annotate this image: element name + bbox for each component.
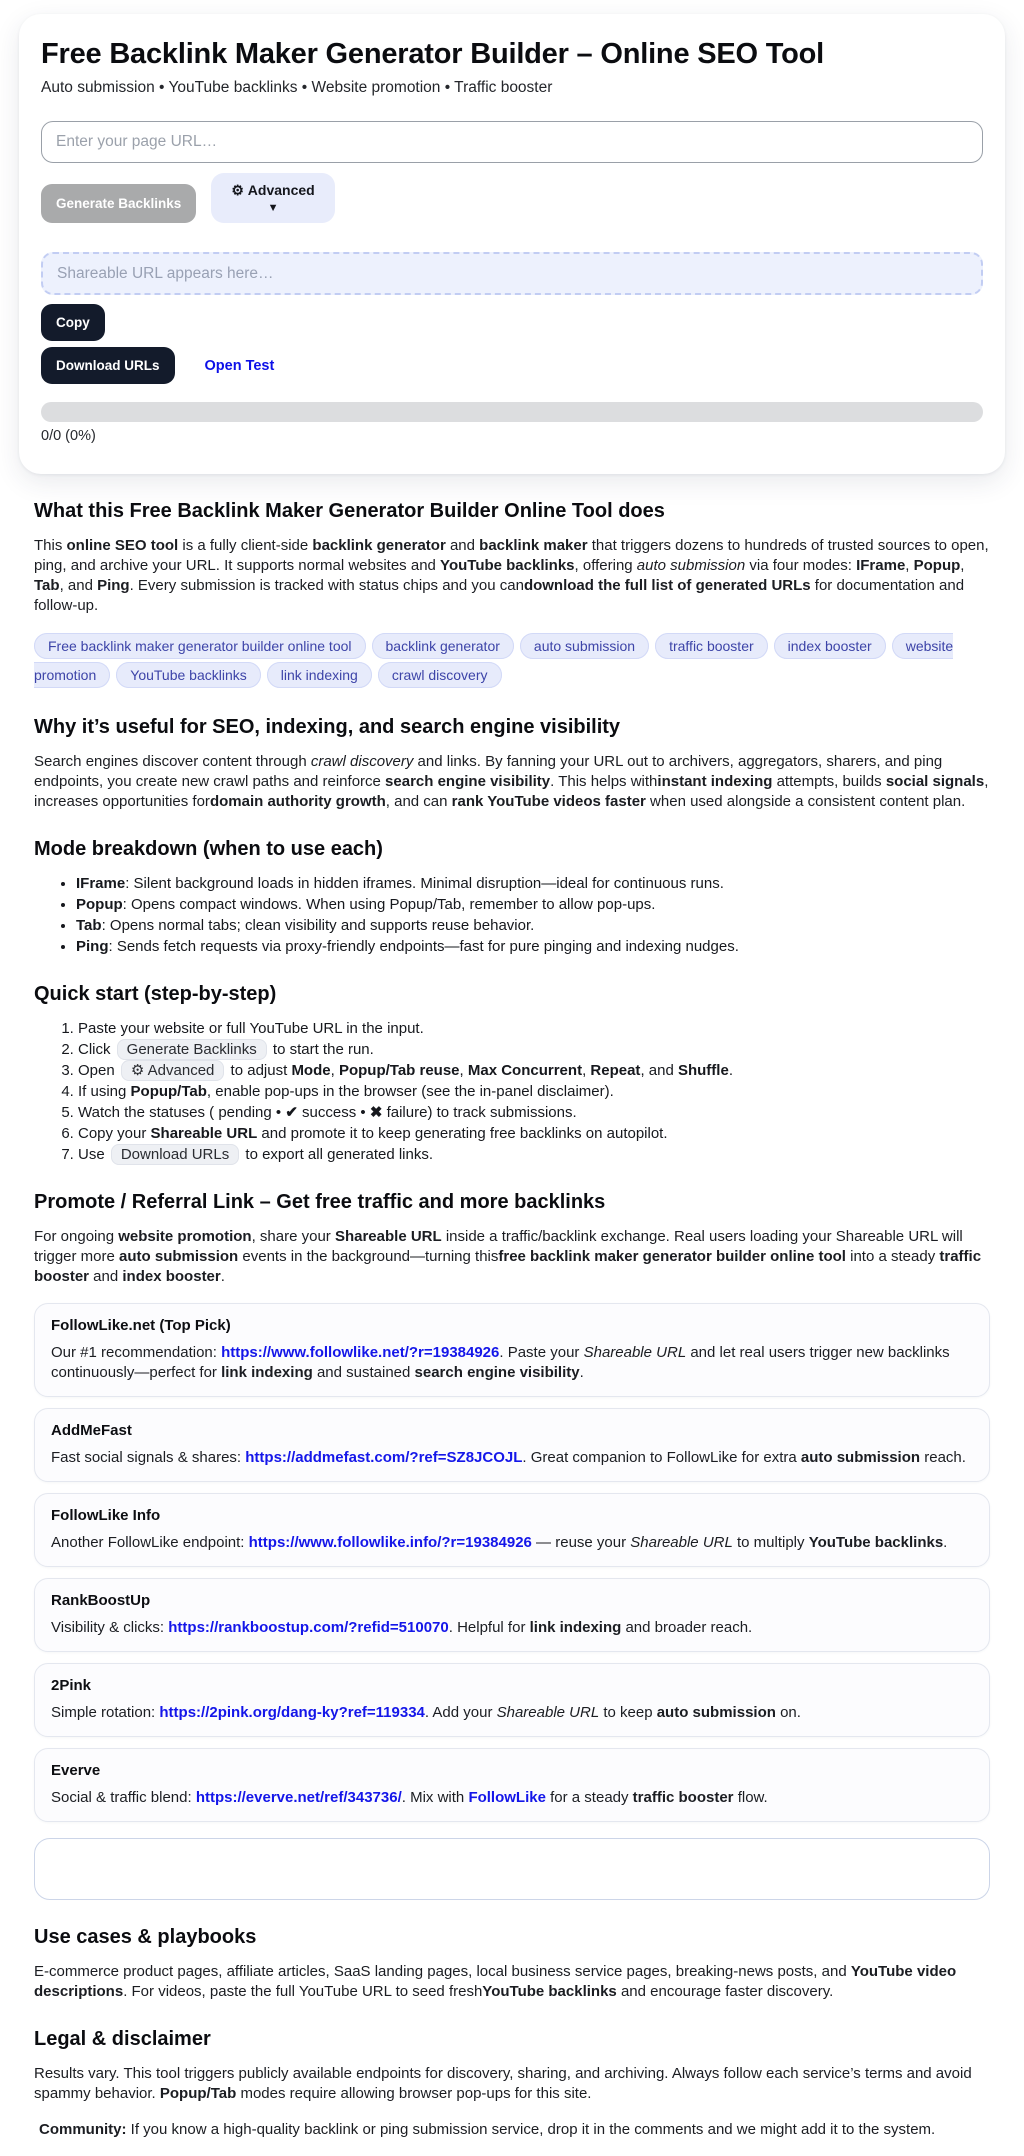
tag-chip: website promotion [34, 633, 953, 688]
text-span: YouTube backlinks [440, 557, 575, 574]
promo-card [34, 1663, 990, 1737]
text-span: for documentation and follow-up. [34, 577, 965, 614]
text-span: Search engines discover content through [34, 753, 311, 770]
quickstart-step [78, 1040, 990, 1060]
text-span: free backlink maker generator builder online tool [498, 1248, 846, 1265]
mode-list [34, 874, 990, 957]
text-span: . Every submission is tracked with status chips and you can [129, 577, 524, 594]
text-span: : Opens normal tabs; clean visibility and supports reuse behavior. [101, 917, 535, 934]
text-span: link indexing [529, 1619, 622, 1636]
text-span: IFrame [856, 557, 906, 574]
text-span: Popup [76, 896, 123, 913]
inline-kbd-chip: Generate Backlinks [117, 1039, 267, 1060]
comments-placeholder [34, 1838, 990, 1900]
text-span: Popup/Tab reuse [338, 1062, 460, 1079]
paragraph-what [34, 536, 990, 616]
promo-card-title: AddMeFast [51, 1422, 132, 1439]
text-span: Mode [291, 1062, 331, 1079]
section-heading-legal: Legal & disclaimer [34, 2028, 211, 2050]
text-span: traffic booster [34, 1248, 982, 1285]
text-span: Max Concurrent [467, 1062, 583, 1079]
text-span: website promotion [118, 1228, 252, 1245]
text-span: index booster [122, 1268, 221, 1285]
section-heading-modes: Mode breakdown (when to use each) [34, 838, 383, 860]
chevron-down-icon: ▼ [267, 202, 279, 214]
text-span: and links. By fanning your URL out to archivers, aggregators, sharers, and ping endpoints, you create new crawl paths and reinforce [34, 753, 943, 790]
quickstart-step [78, 1019, 990, 1039]
promo-card-title: FollowLike Info [51, 1507, 161, 1524]
text-span: Results vary. This tool triggers publicly available endpoints for discovery, sharing, and archiving. Always follow each service’s terms and avoid spammy behavior. [34, 2065, 972, 2102]
text-span: , [459, 1062, 468, 1079]
text-span: auto submission [636, 557, 746, 574]
text-span: . [728, 1062, 733, 1079]
text-span: instant indexing [657, 773, 773, 790]
section-heading-promote: Promote / Referral Link – Get free traffic and more backlinks [34, 1191, 606, 1213]
text-span: backlink maker [479, 537, 588, 554]
text-span: traffic booster [632, 1789, 734, 1806]
text-span: and let real users trigger new backlinks continuously—perfect for [51, 1344, 950, 1381]
tag-chip: YouTube backlinks [116, 662, 260, 688]
paragraph-usecases [34, 1962, 990, 2002]
hero-card [19, 14, 1005, 474]
promo-card-body [51, 1448, 973, 1468]
text-span: . [220, 1268, 225, 1285]
promo-card-title: Everve [51, 1762, 101, 1779]
progress-label: 0/0 (0%) [41, 428, 96, 444]
open-test-link[interactable]: Open Test [204, 357, 275, 374]
text-span: , offering [574, 557, 637, 574]
text-span: failure) to track submissions. [382, 1104, 577, 1121]
text-span: Fast social signals & shares: [51, 1449, 246, 1466]
tag-chip: crawl discovery [378, 662, 502, 688]
text-span: auto submission [800, 1449, 921, 1466]
text-span: and sustained [312, 1364, 415, 1381]
text-span: This [34, 537, 67, 554]
text-span: . [579, 1364, 584, 1381]
text-span: If using [78, 1083, 131, 1100]
text-span: on. [775, 1704, 801, 1721]
text-span: social signals [885, 773, 985, 790]
text-span: auto submission [656, 1704, 776, 1721]
text-span: inside a traffic/backlink exchange. Real users loading your Shareable URL will trigger more [34, 1228, 963, 1265]
text-span: Our #1 recommendation: [51, 1344, 222, 1361]
text-span: Shareable URL [583, 1344, 687, 1361]
text-span: crawl discovery [310, 753, 414, 770]
text-span: to start the run. [268, 1041, 374, 1058]
text-span: IFrame [76, 875, 126, 892]
paragraph-promote [34, 1227, 990, 1287]
text-span: YouTube backlinks [808, 1534, 944, 1551]
promo-card [34, 1578, 990, 1652]
text-span: when used alongside a consistent content plan. [645, 793, 966, 810]
inline-link[interactable]: https://www.followlike.net/?r=19384926 [221, 1344, 500, 1361]
text-span: online SEO tool [66, 537, 179, 554]
text-span: Community: [39, 2121, 127, 2138]
text-span: backlink generator [312, 537, 446, 554]
text-span: ✔ [285, 1104, 298, 1121]
promo-card-body [51, 1618, 973, 1638]
promo-card-title: FollowLike.net (Top Pick) [51, 1317, 231, 1334]
text-span: Another FollowLike endpoint: [51, 1534, 249, 1551]
text-span: Shareable URL [334, 1228, 442, 1245]
text-span: modes require allowing browser pop-ups for this site. [236, 2085, 592, 2102]
text-span: . Mix with [401, 1789, 469, 1806]
paragraph-why [34, 752, 990, 812]
text-span: Tab [76, 917, 102, 934]
text-span: Ping [97, 577, 130, 594]
text-span: success • [297, 1104, 370, 1121]
quickstart-step [78, 1082, 990, 1102]
text-span: Copy your [78, 1125, 151, 1142]
text-span: Social & traffic blend: [51, 1789, 196, 1806]
inline-link[interactable]: https://rankboostup.com/?refid=510070 [168, 1619, 449, 1636]
text-span: , [905, 557, 914, 574]
promo-card-body [51, 1788, 973, 1808]
section-heading-usecases: Use cases & playbooks [34, 1926, 257, 1948]
text-span: , and can [385, 793, 452, 810]
text-span: Click [78, 1041, 115, 1058]
text-span: Shareable URL [150, 1125, 258, 1142]
download-row [41, 347, 983, 384]
promo-card [34, 1748, 990, 1822]
quickstart-step [78, 1145, 990, 1165]
text-span: If you know a high-quality backlink or ping submission service, drop it in the comments and we might add it to the system. [126, 2121, 936, 2138]
tag-chip: auto submission [520, 633, 649, 659]
text-span: , and [59, 577, 98, 594]
text-span: : Opens compact windows. When using Popup/Tab, remember to allow pop-ups. [122, 896, 656, 913]
text-span: flow. [733, 1789, 768, 1806]
quickstart-list [34, 1019, 990, 1165]
progress-bar [41, 402, 983, 422]
quickstart-step [78, 1103, 990, 1123]
text-span: and promote it to keep generating free backlinks on autopilot. [257, 1125, 668, 1142]
quickstart-step [78, 1124, 990, 1144]
text-span: Visibility & clicks: [51, 1619, 169, 1636]
text-span: and [445, 537, 480, 554]
text-span: . Add your [424, 1704, 497, 1721]
text-span: for a steady [545, 1789, 633, 1806]
mode-item [76, 916, 990, 936]
paragraph-community [34, 2120, 990, 2140]
text-span: , [330, 1062, 339, 1079]
text-span: , enable pop-ups in the browser (see the in-panel disclaimer). [206, 1083, 614, 1100]
text-span: Popup/Tab [159, 2085, 237, 2102]
inline-kbd-chip: ⚙ Advanced [121, 1060, 225, 1081]
quickstart-step [78, 1061, 990, 1081]
text-span: Watch the statuses ( pending • [78, 1104, 286, 1121]
text-span: . For videos, paste the full YouTube URL to seed fresh [123, 1983, 483, 2000]
text-span: Popup [913, 557, 961, 574]
text-span: , increases opportunities for [34, 773, 989, 810]
text-span: to keep [599, 1704, 657, 1721]
text-span: is a fully client-side [178, 537, 313, 554]
text-span: rank YouTube videos faster [451, 793, 646, 810]
text-span: ✖ [369, 1104, 383, 1121]
advanced-label-text: Advanced [247, 182, 315, 198]
text-span: and encourage faster discovery. [616, 1983, 834, 2000]
text-span: , [582, 1062, 591, 1079]
text-span: and [89, 1268, 123, 1285]
promo-card [34, 1408, 990, 1482]
gear-icon: ⚙ [231, 182, 244, 198]
text-span: Ping [76, 938, 109, 955]
text-span: YouTube backlinks [482, 1983, 617, 2000]
text-span: Paste your website or full YouTube URL in the input. [78, 1020, 424, 1037]
text-span: to export all generated links. [241, 1146, 434, 1163]
text-span: Open [78, 1062, 119, 1079]
mode-item [76, 937, 990, 957]
text-span: Shuffle [677, 1062, 729, 1079]
text-span: Tab [34, 577, 60, 594]
text-span: search engine visibility [414, 1364, 580, 1381]
tag-chip-list [34, 632, 990, 690]
page-title: Free Backlink Maker Generator Builder – Online SEO Tool [41, 38, 824, 70]
advanced-toggle-button[interactable] [211, 173, 334, 223]
promo-card [34, 1493, 990, 1567]
text-span: , [960, 557, 965, 574]
text-span: link indexing [221, 1364, 313, 1381]
text-span: to adjust [226, 1062, 292, 1079]
text-span: , and [640, 1062, 678, 1079]
text-span: Repeat [590, 1062, 641, 1079]
text-span: . Helpful for [448, 1619, 530, 1636]
shareable-url-input[interactable] [41, 252, 983, 295]
text-span: events in the background—turning this [238, 1248, 499, 1265]
promo-card-body [51, 1533, 973, 1553]
text-span: Popup/Tab [130, 1083, 207, 1100]
text-span: into a steady [845, 1248, 940, 1265]
article-content [34, 501, 990, 2140]
promo-card-body [51, 1343, 973, 1383]
text-span: and broader reach. [621, 1619, 753, 1636]
text-span: auto submission [119, 1248, 239, 1265]
copy-row [41, 304, 983, 341]
promo-card-body [51, 1703, 973, 1723]
page-subtitle: Auto submission • YouTube backlinks • Website promotion • Traffic booster [41, 79, 553, 96]
section-heading-what: What this Free Backlink Maker Generator Builder Online Tool does [34, 500, 665, 522]
inline-link[interactable]: FollowLike [468, 1789, 546, 1806]
inline-link[interactable]: https://2pink.org/dang-ky?ref=119334 [159, 1704, 425, 1721]
mode-item [76, 895, 990, 915]
text-span: domain authority growth [209, 793, 386, 810]
tag-chip: index booster [774, 633, 886, 659]
tag-chip: traffic booster [655, 633, 768, 659]
generate-backlinks-button[interactable]: Generate Backlinks [41, 184, 196, 223]
action-button-row [41, 173, 983, 223]
text-span: search engine visibility [385, 773, 551, 790]
promo-card-title: 2Pink [51, 1677, 92, 1694]
page [0, 14, 1024, 2140]
text-span: reach. [920, 1449, 966, 1466]
section-heading-why: Why it’s useful for SEO, indexing, and search engine visibility [34, 716, 621, 738]
text-span: . Paste your [499, 1344, 584, 1361]
inline-link[interactable]: https://everve.net/ref/343736/ [195, 1789, 402, 1806]
text-span: attempts, builds [772, 773, 886, 790]
text-span: YouTube video descriptions [34, 1963, 957, 2000]
promo-card-list [34, 1303, 990, 1822]
text-span: . [943, 1534, 948, 1551]
text-span: Use [78, 1146, 109, 1163]
text-span: via four modes: [745, 557, 857, 574]
text-span: Shareable URL [630, 1534, 733, 1551]
text-span: that triggers dozens to hundreds of trusted sources to open, ping, and archive your URL. It supports normal websites and [34, 537, 989, 574]
mode-item [76, 874, 990, 894]
text-span: For ongoing [34, 1228, 119, 1245]
text-span: — reuse your [531, 1534, 631, 1551]
text-span: Shareable URL [496, 1704, 600, 1721]
promo-card-title: RankBoostUp [51, 1592, 151, 1609]
text-span: , share your [251, 1228, 335, 1245]
text-span: . Great companion to FollowLike for extra [522, 1449, 801, 1466]
advanced-button-label [231, 182, 314, 199]
text-span: E-commerce product pages, affiliate articles, SaaS landing pages, local business service pages, breaking-news posts, and [34, 1963, 851, 1980]
text-span: Simple rotation: [51, 1704, 160, 1721]
inline-kbd-chip: Download URLs [111, 1144, 239, 1165]
download-urls-button[interactable]: Download URLs [41, 347, 175, 384]
paragraph-legal [34, 2064, 990, 2104]
copy-button[interactable]: Copy [41, 304, 105, 341]
tag-chip: link indexing [267, 662, 372, 688]
section-heading-quickstart: Quick start (step-by-step) [34, 983, 277, 1005]
tag-chip: backlink generator [372, 633, 514, 659]
inline-link[interactable]: https://addmefast.com/?ref=SZ8JCOJL [245, 1449, 523, 1466]
url-input[interactable] [41, 121, 983, 163]
text-span: : Silent background loads in hidden iframes. Minimal disruption—ideal for continuous runs. [125, 875, 724, 892]
inline-link[interactable]: https://www.followlike.info/?r=19384926 [248, 1534, 532, 1551]
tag-chip: Free backlink maker generator builder online tool [34, 633, 366, 659]
text-span: download the full list of generated URLs [523, 577, 811, 594]
promo-card [34, 1303, 990, 1397]
text-span: . This helps with [550, 773, 658, 790]
text-span: to multiply [732, 1534, 809, 1551]
text-span: : Sends fetch requests via proxy-friendly endpoints—fast for pure pinging and indexing nudges. [108, 938, 739, 955]
